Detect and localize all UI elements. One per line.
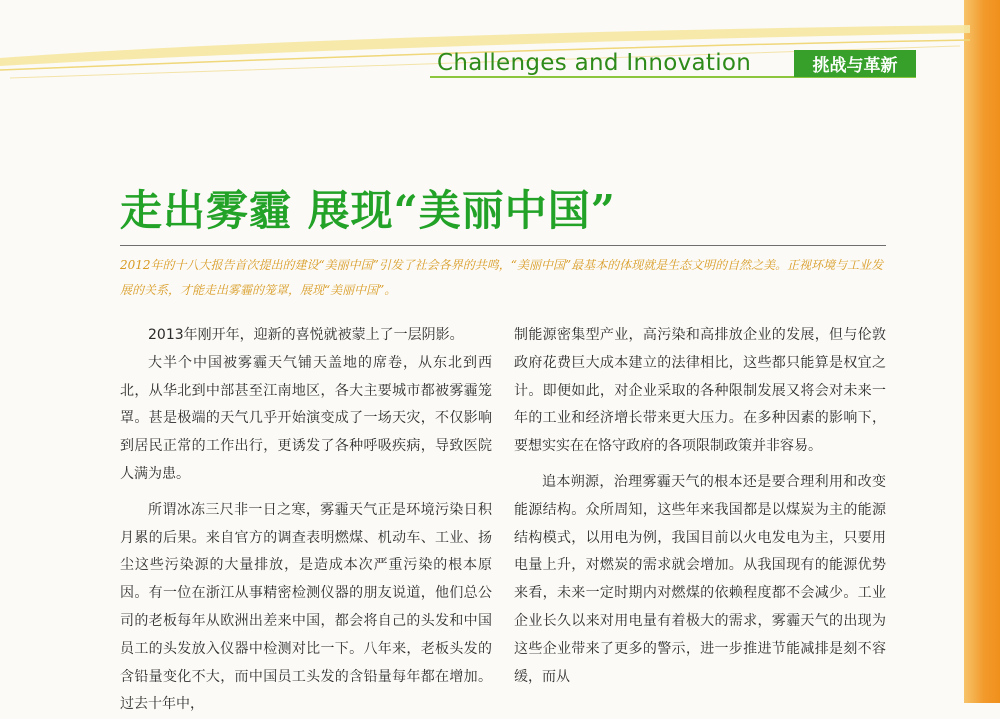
section-badge: 挑战与革新 [794, 50, 916, 77]
paragraph: 追本朔源，治理雾霾天气的根本还是要合理利用和改变能源结构。众所周知，这些年来我国都是以煤炭为主的能源结构模式，以用电为例，我国目前以火电发电为主，只要用电量上升，对燃炭的需求就会增加。从我国现有的能源优势来看，未来一定时期内对燃煤的依赖程度都不会减少。工业企业长久以来对用电量有着极大的需求，雾霾天气的出现为这些企业带来了更多的警示，进一步推进节能减排是刻不容缓，而从 [514, 473, 886, 685]
paragraph: 制能源密集型产业，高污染和高排放企业的发展，但与伦敦政府花费巨大成本建立的法律相比，这些都只能算是权宜之计。即便如此，对企业采取的各种限制发展又将会对未来一年的工业和经济增长带来更大压力。在多种因素的影响下，要想实实在在恪守政府的各项限制政策并非容易。 [514, 327, 886, 455]
paragraph: 所谓冰冻三尺非一日之寒，雾霾天气正是环境污染日积月累的后果。来自官方的调查表明燃煤、机动车、工业、扬尘这些污染源的大量排放，是造成本次严重污染的根本原因。有一位在浙江从事精密检测仪器的朋友说道，他们总公司的老板每年从欧洲出差来中国，都会将自己的头发和中国员工的头发放入仪器中检测对比一下。八年来，老板头发的含铅量变化不大，而中国员工头发的含铅量每年都在增加。过去十年中， [120, 501, 492, 713]
left-column [120, 322, 492, 719]
article-title: 走出雾霾 展现“美丽中国” [120, 186, 616, 235]
section-english-title: Challenges and Innovation [437, 50, 752, 76]
paragraph: 大半个中国被雾霾天气铺天盖地的席卷，从东北到西北，从华北到中部甚至江南地区，各大主要城市都被雾霾笼罩。甚是极端的天气几乎开始演变成了一场天灾，不仅影响到居民正常的工作出行，更诱发了各种呼吸疾病，导致医院人满为患。 [120, 354, 492, 482]
article-lead: 2012年的十八大报告首次提出的建设“美丽中国”引发了社会各界的共鸣，“美丽中国”最基本的体现就是生态文明的自然之美。正视环境与工业发展的关系，才能走出雾霾的笼罩，展现“美丽中国”。 [120, 258, 884, 297]
right-column [514, 322, 886, 691]
title-divider [120, 245, 886, 246]
paragraph: 2013年刚开年，迎新的喜悦就被蒙上了一层阴影。 [148, 327, 464, 343]
